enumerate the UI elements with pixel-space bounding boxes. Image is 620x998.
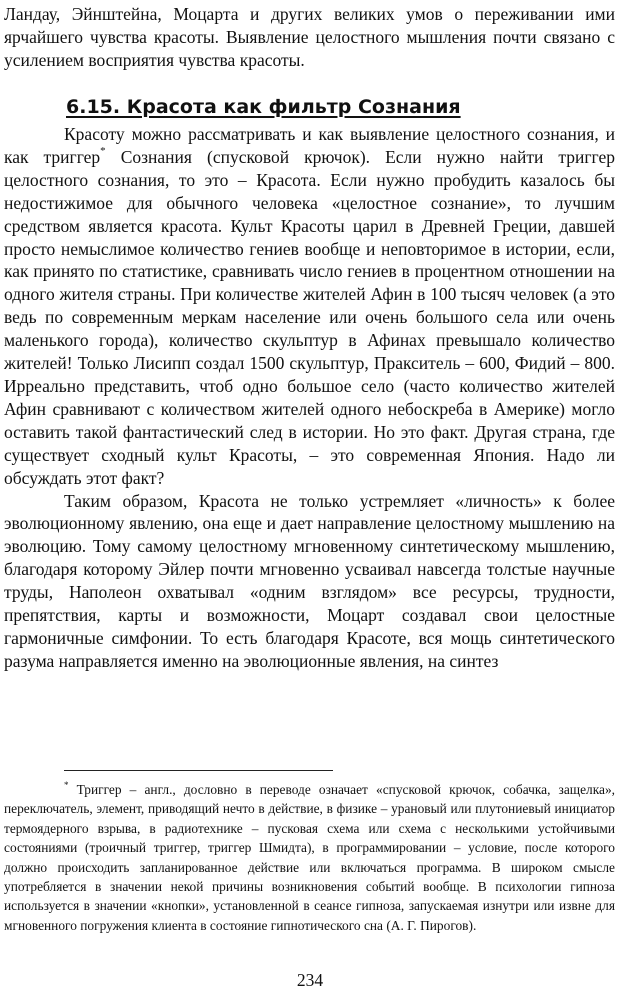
footnote-text: Триггер – англ., дословно в переводе означает «спусковой крючок, собачка, защелка», переключатель, элемент, приводящий нечто в действие, в физике – урановый или плутониевый инициатор термоядерного взрыва, в радиотехнике – пусковая схема или схема с несколькими устойчивыми состояниями (троичный триггер, триггер Шмидта), в программировании – условие, после которого должно происходить запланированное действие или включаться программа. В широком смысле употребляется в значении некой причины возникновения событий вообще. В психологии гипноза используется в значении «кнопки», установленной в сеансе гипноза, запускаемая изнутри или извне для мгновенного погружения клиента в состояние гипнотического сна (А. Г. Пирогов). xyxy=(4,782,615,933)
section-body xyxy=(4,123,615,673)
paragraph-text: Таким образом, Красота не только устремляет «личность» к более эволюционному явлению, она еще и дает направление целостному мышлению на эволюцию. Тому самому целостному мгновенному синтетическому мышлению, благодаря которому Эйлер почти мгновенно усваивал навсегда толстые научные труды, Наполеон охватывал «одним взглядом» все ресурсы, трудности, препятствия, карты и возможности, Моцарт создавал свои целостные гармоничные симфонии. То есть благодаря Красоте, вся мощь синтетического разума направляется именно на эволюционные явления, на синтез xyxy=(4,490,615,671)
footnote-mark: * xyxy=(64,780,69,790)
page-number: 234 xyxy=(296,970,324,990)
footnote-divider xyxy=(64,770,333,771)
footnote xyxy=(4,780,615,935)
paragraph-text-before-mark: Красоту можно рассматривать и как выявление целостного сознания, и как триггер xyxy=(4,124,615,167)
paragraph-text-after-mark: Сознания (спусковой крючок). Если нужно найти триггер целостного сознания, то это – Красота. Если нужно пробудить казалось бы недостижимое для обычного человека «целостное сознание», то лучшим средством является красота. Культ Красоты царил в Древней Греции, давшей просто немыслимое количество гениев вообще и неповторимое в истории, если, как принято по статистике, сравнивать число гениев в процентном отношении на одного жителя страны. При количестве жителей Афин в 100 тысяч человек (а это ведь по современным меркам население или очень большого села или очень маленького города), количество скульптур в Афинах превышало количество жителей! Только Лисипп создал 1500 скульптур, Пракситель – 600, Фидий – 800. Ирреально представить, чтоб одно большое село (часто количество жителей Афин сравнивают с количеством жителей одного небоскреба в Америке) могло оставить такой фантастический след в истории. Но это факт. Другая страна, где существует сходный культ Красоты, – это современная Япония. Надо ли обсуждать этот факт? xyxy=(4,146,615,488)
paragraph-synthetic-thinking xyxy=(4,490,615,673)
paragraph-beauty-trigger xyxy=(4,123,615,490)
intro-paragraph xyxy=(4,3,615,72)
section-heading: 6.15. Красота как фильтр Сознания xyxy=(66,96,461,118)
intro-text: Ландау, Эйнштейна, Моцарта и других великих умов о переживании ими ярчайшего чувства красоты. Выявление целостного мышления почти связано с усилением восприятия чувства красоты. xyxy=(4,4,615,70)
footnote-reference-mark[interactable]: * xyxy=(100,144,106,157)
